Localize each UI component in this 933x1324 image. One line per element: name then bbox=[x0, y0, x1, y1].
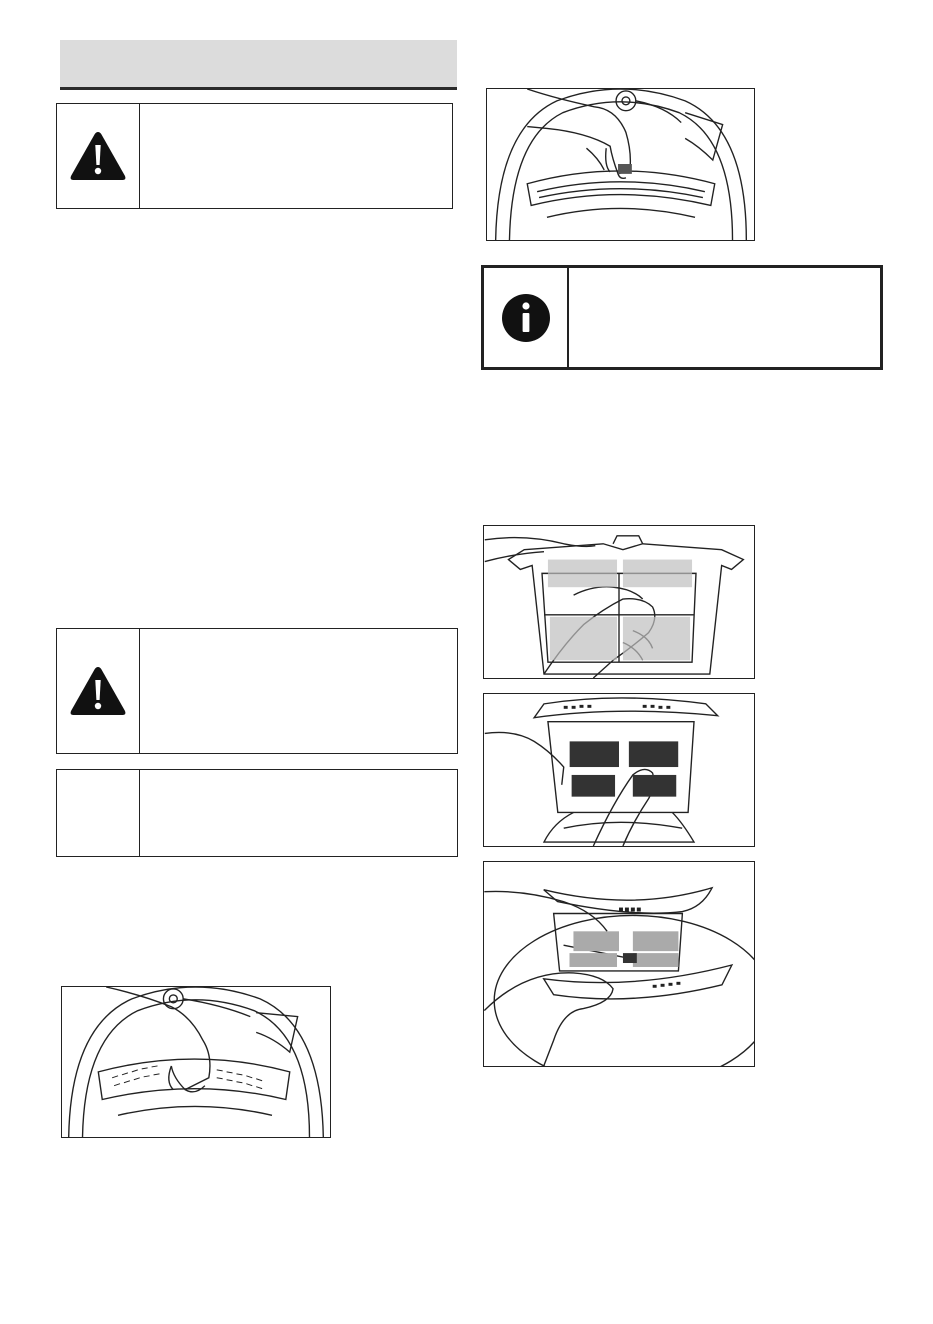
figure-filter-wipe bbox=[483, 525, 755, 679]
info-circle-icon bbox=[500, 292, 552, 344]
warning-triangle-icon bbox=[68, 664, 128, 718]
info-notice-text bbox=[567, 268, 880, 367]
note-box-blank bbox=[56, 769, 458, 857]
section-heading-bar bbox=[60, 40, 457, 90]
warning-icon-cell bbox=[57, 104, 140, 208]
warning-icon-cell bbox=[57, 629, 140, 753]
info-icon-cell bbox=[484, 268, 569, 367]
note-box-text bbox=[139, 770, 457, 856]
figure-filter-brush-clean bbox=[483, 861, 755, 1067]
filter-brush-clean-illustration bbox=[484, 862, 754, 1066]
warning-notice-middle bbox=[56, 628, 458, 754]
filter-wipe-illustration bbox=[484, 526, 754, 678]
warning-triangle-icon bbox=[68, 129, 128, 183]
drum-filter-insert-illustration bbox=[62, 987, 330, 1137]
warning-notice-top bbox=[56, 103, 453, 209]
drum-filter-lift-illustration bbox=[487, 89, 754, 240]
warning-notice-top-text bbox=[139, 104, 452, 208]
figure-drum-filter-lift bbox=[486, 88, 755, 241]
warning-notice-middle-text bbox=[139, 629, 457, 753]
figure-drum-filter-insert bbox=[61, 986, 331, 1138]
info-notice bbox=[481, 265, 883, 370]
figure-filter-open-clean bbox=[483, 693, 755, 847]
note-icon-cell bbox=[57, 770, 140, 856]
filter-open-clean-illustration bbox=[484, 694, 754, 846]
